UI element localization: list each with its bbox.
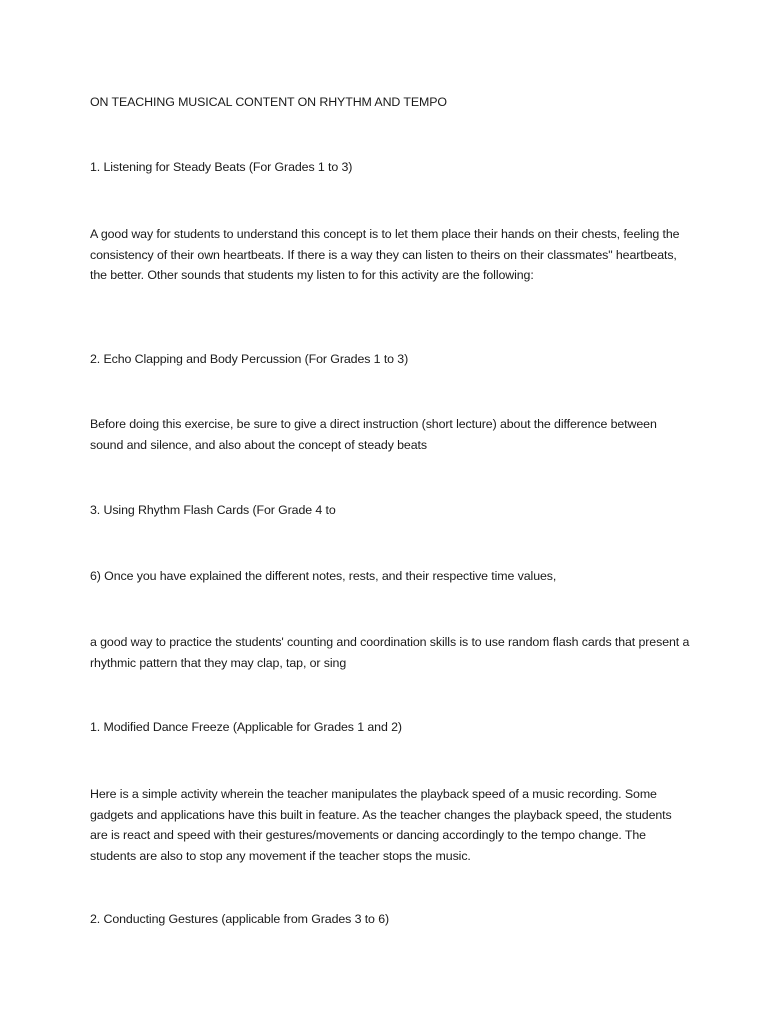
paragraph-echo-clapping: Before doing this exercise, be sure to give a direct instruction (short lecture) about the difference between sound and silence, and also about the concept of steady beats (90, 417, 657, 452)
paragraph-flash-cards-intro: 6) Once you have explained the different notes, rests, and their respective time values, (90, 569, 557, 583)
document-title: ON TEACHING MUSICAL CONTENT ON RHYTHM AND TEMPO (90, 95, 447, 109)
section-heading-conducting-gestures: 2. Conducting Gestures (applicable from Grades 3 to 6) (90, 912, 390, 926)
section-heading-flash-cards: 3. Using Rhythm Flash Cards (For Grade 4 to (90, 503, 336, 517)
paragraph-steady-beats: A good way for students to understand this concept is to let them place their hands on their chests, feeling the consistency of their own heartbeats. If there is a way they can listen to theirs on their classmates" heartbeats, the better. Other sounds that students my listen to for this activity are the following: (90, 227, 680, 282)
paragraph-dance-freeze: Here is a simple activity wherein the teacher manipulates the playback speed of a music recording. Some gadgets and applications have this built in feature. As the teacher changes the playback speed, the students are is react and speed with their gestures/movements or dancing accordingly to the tempo change. The students are also to stop any movement if the teacher stops the music. (90, 787, 672, 863)
section-heading-steady-beats: 1. Listening for Steady Beats (For Grades 1 to 3) (90, 160, 353, 174)
section-heading-echo-clapping: 2. Echo Clapping and Body Percussion (For Grades 1 to 3) (90, 352, 409, 366)
paragraph-flash-cards: a good way to practice the students' counting and coordination skills is to use random flash cards that present a rhythmic pattern that they may clap, tap, or sing (90, 635, 690, 670)
section-heading-dance-freeze: 1. Modified Dance Freeze (Applicable for Grades 1 and 2) (90, 720, 402, 734)
